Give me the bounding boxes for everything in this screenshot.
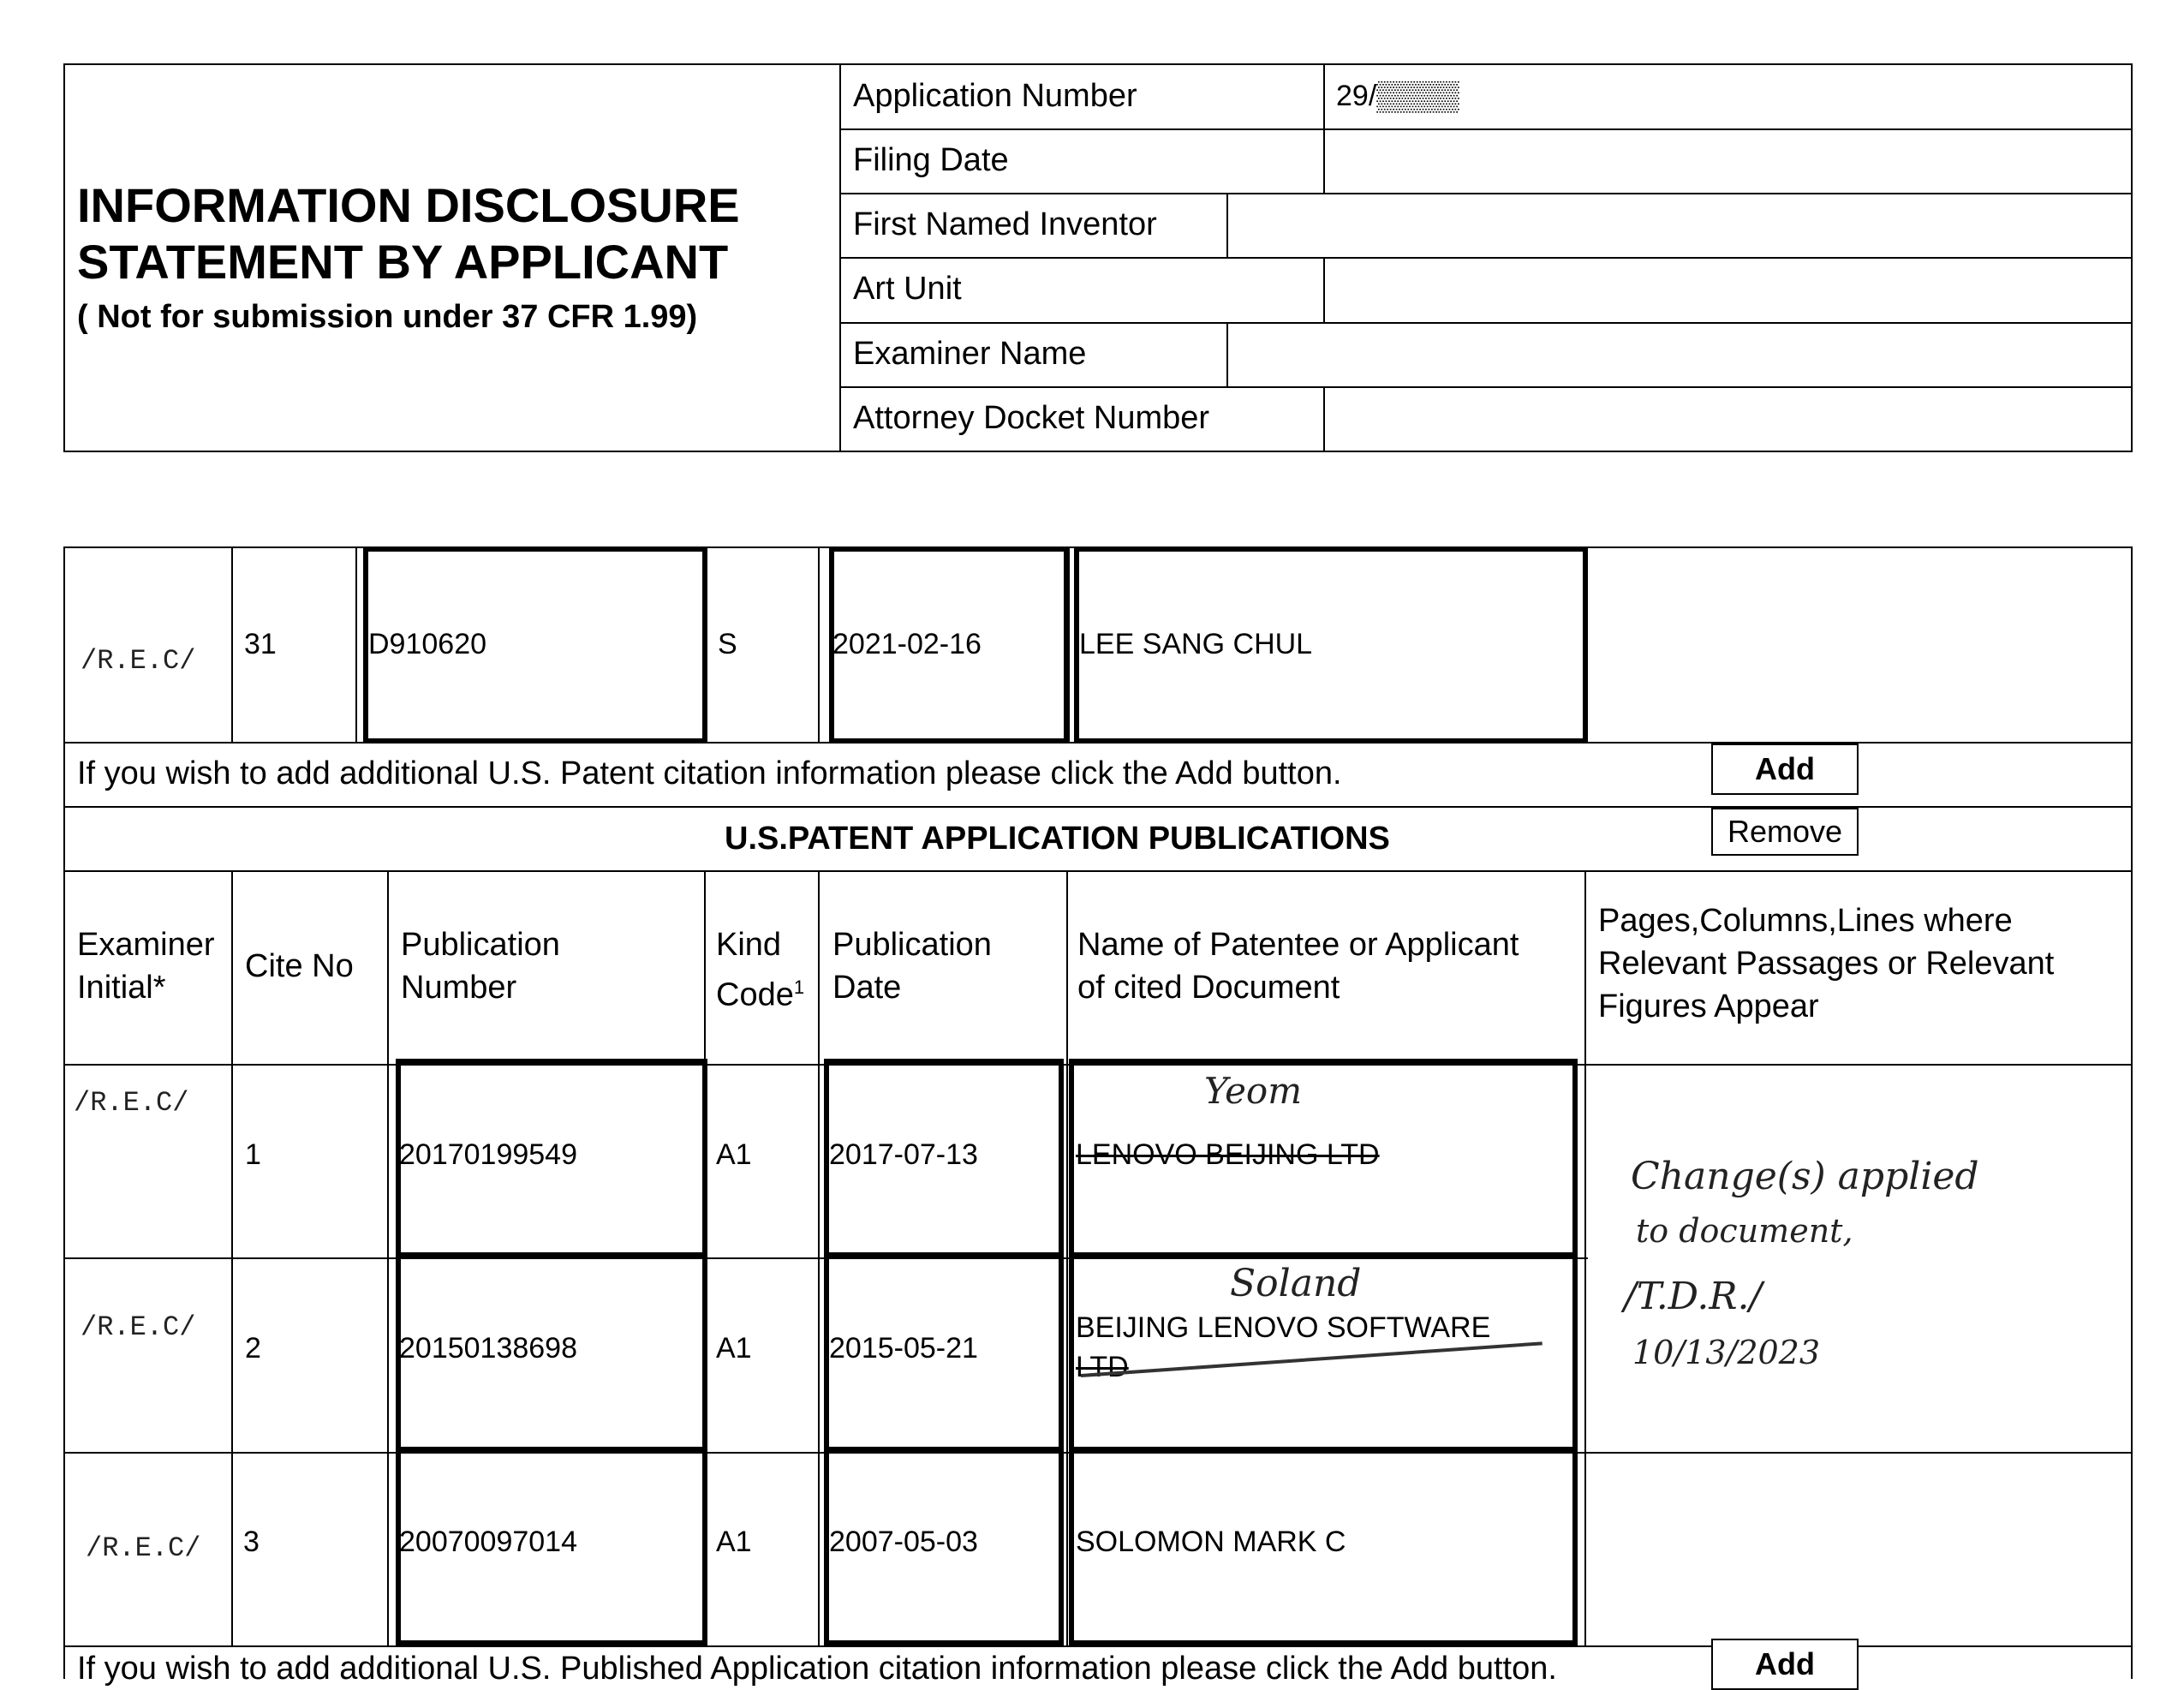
publication-date: 2015-05-21 bbox=[829, 1332, 978, 1365]
add-patent-instructions: If you wish to add additional U.S. Patent citation information please click the Add button. bbox=[77, 755, 1342, 791]
header-patentee-name: Name of Patentee or Applicant of cited Document bbox=[1077, 927, 1519, 1006]
kind-code: A1 bbox=[716, 1526, 752, 1558]
patent-number: D910620 bbox=[368, 628, 487, 660]
art-unit-label: Art Unit bbox=[853, 271, 962, 307]
patentee-name-line2: LTD bbox=[1076, 1351, 1129, 1383]
filing-date-label: Filing Date bbox=[853, 142, 1009, 178]
add-publication-instructions: If you wish to add additional U.S. Published Application citation information please click the Add button. bbox=[77, 1651, 1557, 1687]
kind-code: A1 bbox=[716, 1332, 752, 1365]
form-title-line2: STATEMENT BY APPLICANT bbox=[77, 235, 729, 289]
cite-no: 31 bbox=[244, 628, 277, 660]
publication-number: 20150138698 bbox=[399, 1332, 578, 1365]
publication-date: 2017-07-13 bbox=[829, 1138, 978, 1171]
publications-section-title: U.S.PATENT APPLICATION PUBLICATIONS bbox=[725, 821, 1390, 857]
handwritten-correction: Yeom bbox=[1204, 1070, 1303, 1112]
first-named-inventor-label: First Named Inventor bbox=[853, 206, 1157, 242]
cite-no: 2 bbox=[245, 1332, 261, 1365]
examiner-name-label: Examiner Name bbox=[853, 336, 1087, 372]
publication-date: 2007-05-03 bbox=[829, 1526, 978, 1558]
header-relevant-pages: Pages,Columns,Lines where Relevant Passages or Relevant Figures Appear bbox=[1598, 903, 2055, 1024]
header-publication-date: Publication Date bbox=[832, 927, 992, 1006]
form-subtitle: ( Not for submission under 37 CFR 1.99) bbox=[77, 299, 698, 335]
application-number-value: 29/▒▒▒▒ bbox=[1336, 80, 1459, 112]
issue-date: 2021-02-16 bbox=[832, 628, 982, 660]
add-publication-button[interactable]: Add bbox=[1711, 1639, 1859, 1690]
examiner-initial: /R.E.C/ bbox=[81, 645, 196, 677]
application-number-label: Application Number bbox=[853, 78, 1137, 114]
remove-button[interactable]: Remove bbox=[1711, 808, 1859, 856]
examiner-initial: /R.E.C/ bbox=[86, 1532, 201, 1564]
publication-number: 20170199549 bbox=[399, 1138, 578, 1171]
header-kind-code: Kind Code$^1$ bbox=[716, 927, 805, 1013]
kind-code: S bbox=[718, 628, 737, 660]
cite-no: 1 bbox=[245, 1138, 261, 1171]
attorney-docket-number-label: Attorney Docket Number bbox=[853, 400, 1210, 436]
header-examiner-initial: Examiner Initial* bbox=[77, 927, 215, 1006]
patentee-name-struck: LENOVO BEIJING LTD bbox=[1076, 1138, 1380, 1171]
examiner-initial: /R.E.C/ bbox=[81, 1311, 196, 1343]
form-title-line1: INFORMATION DISCLOSURE bbox=[77, 178, 740, 232]
cite-no: 3 bbox=[243, 1526, 260, 1558]
examiner-initial: /R.E.C/ bbox=[74, 1087, 189, 1119]
add-patent-button[interactable]: Add bbox=[1711, 743, 1859, 795]
kind-code: A1 bbox=[716, 1138, 752, 1171]
patentee-name-line1: BEIJING LENOVO SOFTWARE bbox=[1076, 1311, 1491, 1344]
publication-number: 20070097014 bbox=[399, 1526, 578, 1558]
patentee-name: LEE SANG CHUL bbox=[1079, 628, 1313, 660]
header-publication-number: Publication Number bbox=[401, 927, 560, 1006]
patentee-name: SOLOMON MARK C bbox=[1076, 1526, 1346, 1558]
header-cite-no: Cite No bbox=[245, 948, 354, 984]
handwritten-correction: Soland bbox=[1230, 1262, 1362, 1305]
